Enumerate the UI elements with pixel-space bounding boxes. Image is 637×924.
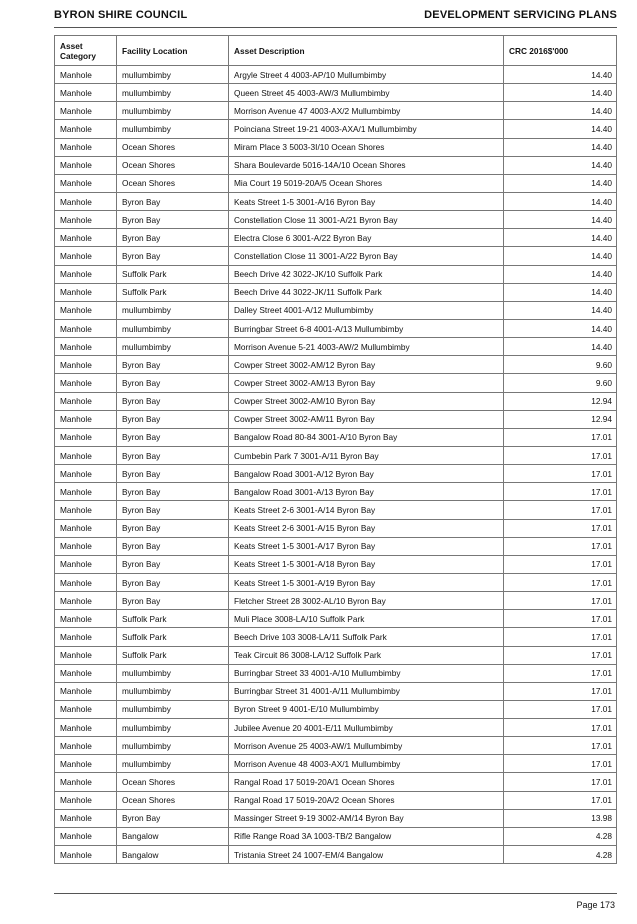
- crc-value-cell: 17.01: [504, 573, 617, 591]
- table-row: [55, 446, 617, 464]
- facility-location-cell: Suffolk Park: [117, 646, 229, 664]
- crc-value-cell: 17.01: [504, 483, 617, 501]
- crc-value-cell: 17.01: [504, 501, 617, 519]
- facility-location-cell: Byron Bay: [117, 465, 229, 483]
- asset-description-cell: Keats Street 1-5 3001-A/19 Byron Bay: [229, 573, 504, 591]
- asset-category-cell: Manhole: [55, 156, 117, 174]
- table-row: [55, 719, 617, 737]
- crc-value-cell: 17.01: [504, 682, 617, 700]
- asset-description-cell: Keats Street 2-6 3001-A/15 Byron Bay: [229, 519, 504, 537]
- asset-category-cell: Manhole: [55, 592, 117, 610]
- table-row: [55, 809, 617, 827]
- facility-location-cell: Byron Bay: [117, 374, 229, 392]
- asset-category-cell: Manhole: [55, 192, 117, 210]
- crc-value-cell: 13.98: [504, 809, 617, 827]
- asset-category-cell: Manhole: [55, 827, 117, 845]
- asset-description-cell: Keats Street 1-5 3001-A/17 Byron Bay: [229, 537, 504, 555]
- table-row: [55, 700, 617, 718]
- crc-value-cell: 14.40: [504, 229, 617, 247]
- crc-value-cell: 9.60: [504, 374, 617, 392]
- asset-description-cell: Cowper Street 3002-AM/12 Byron Bay: [229, 356, 504, 374]
- asset-description-cell: Keats Street 2-6 3001-A/14 Byron Bay: [229, 501, 504, 519]
- asset-category-cell: Manhole: [55, 84, 117, 102]
- asset-category-cell: Manhole: [55, 301, 117, 319]
- crc-value-cell: 14.40: [504, 283, 617, 301]
- asset-description-cell: Muli Place 3008-LA/10 Suffolk Park: [229, 610, 504, 628]
- table-row: [55, 229, 617, 247]
- asset-category-cell: Manhole: [55, 229, 117, 247]
- asset-category-cell: Manhole: [55, 374, 117, 392]
- asset-description-cell: Bangalow Road 3001-A/12 Byron Bay: [229, 465, 504, 483]
- asset-category-cell: Manhole: [55, 610, 117, 628]
- table-row: [55, 319, 617, 337]
- column-header-facility-location: Facility Location: [117, 36, 229, 66]
- table-row: [55, 428, 617, 446]
- crc-value-cell: 17.01: [504, 555, 617, 573]
- facility-location-cell: Ocean Shores: [117, 174, 229, 192]
- asset-description-cell: Rifle Range Road 3A 1003-TB/2 Bangalow: [229, 827, 504, 845]
- asset-description-cell: Burringbar Street 6-8 4001-A/13 Mullumbimby: [229, 319, 504, 337]
- asset-category-cell: Manhole: [55, 483, 117, 501]
- asset-description-cell: Morrison Avenue 47 4003-AX/2 Mullumbimby: [229, 102, 504, 120]
- facility-location-cell: Byron Bay: [117, 247, 229, 265]
- asset-description-cell: Argyle Street 4 4003-AP/10 Mullumbimby: [229, 66, 504, 84]
- table-row: [55, 592, 617, 610]
- asset-description-cell: Electra Close 6 3001-A/22 Byron Bay: [229, 229, 504, 247]
- facility-location-cell: Byron Bay: [117, 555, 229, 573]
- table-row: [55, 283, 617, 301]
- facility-location-cell: Byron Bay: [117, 573, 229, 591]
- table-row: [55, 827, 617, 845]
- facility-location-cell: Suffolk Park: [117, 628, 229, 646]
- crc-value-cell: 17.01: [504, 610, 617, 628]
- crc-value-cell: 17.01: [504, 664, 617, 682]
- asset-description-cell: Morrison Avenue 25 4003-AW/1 Mullumbimby: [229, 737, 504, 755]
- crc-value-cell: 14.40: [504, 192, 617, 210]
- crc-value-cell: 14.40: [504, 156, 617, 174]
- asset-category-cell: Manhole: [55, 247, 117, 265]
- table-row: [55, 664, 617, 682]
- crc-value-cell: 14.40: [504, 66, 617, 84]
- table-row: [55, 791, 617, 809]
- crc-value-cell: 17.01: [504, 537, 617, 555]
- asset-category-cell: Manhole: [55, 791, 117, 809]
- table-row: [55, 247, 617, 265]
- table-row: [55, 356, 617, 374]
- asset-description-cell: Bangalow Road 3001-A/13 Byron Bay: [229, 483, 504, 501]
- table-row: [55, 483, 617, 501]
- asset-description-cell: Morrison Avenue 5-21 4003-AW/2 Mullumbimby: [229, 338, 504, 356]
- facility-location-cell: Bangalow: [117, 846, 229, 864]
- asset-description-cell: Queen Street 45 4003-AW/3 Mullumbimby: [229, 84, 504, 102]
- crc-value-cell: 14.40: [504, 338, 617, 356]
- facility-location-cell: mullumbimby: [117, 664, 229, 682]
- table-row: [55, 156, 617, 174]
- column-header-crc: CRC 2016$'000: [504, 36, 617, 66]
- facility-location-cell: Byron Bay: [117, 519, 229, 537]
- asset-category-cell: Manhole: [55, 120, 117, 138]
- facility-location-cell: mullumbimby: [117, 120, 229, 138]
- facility-location-cell: mullumbimby: [117, 301, 229, 319]
- crc-value-cell: 14.40: [504, 265, 617, 283]
- asset-description-cell: Jubilee Avenue 20 4001-E/11 Mullumbimby: [229, 719, 504, 737]
- asset-category-cell: Manhole: [55, 809, 117, 827]
- table-row: [55, 120, 617, 138]
- facility-location-cell: mullumbimby: [117, 737, 229, 755]
- facility-location-cell: Byron Bay: [117, 211, 229, 229]
- crc-value-cell: 14.40: [504, 319, 617, 337]
- asset-category-cell: Manhole: [55, 537, 117, 555]
- crc-value-cell: 12.94: [504, 392, 617, 410]
- asset-description-cell: Massinger Street 9-19 3002-AM/14 Byron Bay: [229, 809, 504, 827]
- facility-location-cell: mullumbimby: [117, 682, 229, 700]
- crc-value-cell: 4.28: [504, 846, 617, 864]
- asset-category-cell: Manhole: [55, 319, 117, 337]
- crc-value-cell: 17.01: [504, 791, 617, 809]
- crc-value-cell: 14.40: [504, 211, 617, 229]
- facility-location-cell: Byron Bay: [117, 446, 229, 464]
- facility-location-cell: Ocean Shores: [117, 138, 229, 156]
- crc-value-cell: 14.40: [504, 84, 617, 102]
- asset-description-cell: Miram Place 3 5003-3I/10 Ocean Shores: [229, 138, 504, 156]
- crc-value-cell: 17.01: [504, 719, 617, 737]
- table-row: [55, 519, 617, 537]
- asset-description-cell: Bangalow Road 80-84 3001-A/10 Byron Bay: [229, 428, 504, 446]
- table-row: [55, 682, 617, 700]
- crc-value-cell: 17.01: [504, 755, 617, 773]
- crc-value-cell: 14.40: [504, 102, 617, 120]
- facility-location-cell: Byron Bay: [117, 192, 229, 210]
- facility-location-cell: Suffolk Park: [117, 283, 229, 301]
- asset-category-cell: Manhole: [55, 283, 117, 301]
- asset-description-cell: Teak Circuit 86 3008-LA/12 Suffolk Park: [229, 646, 504, 664]
- asset-category-cell: Manhole: [55, 628, 117, 646]
- asset-description-cell: Beech Drive 103 3008-LA/11 Suffolk Park: [229, 628, 504, 646]
- asset-description-cell: Keats Street 1-5 3001-A/16 Byron Bay: [229, 192, 504, 210]
- table-row: [55, 846, 617, 864]
- asset-description-cell: Cowper Street 3002-AM/11 Byron Bay: [229, 410, 504, 428]
- facility-location-cell: mullumbimby: [117, 66, 229, 84]
- table-row: [55, 192, 617, 210]
- table-body: [55, 66, 617, 864]
- table-row: [55, 410, 617, 428]
- facility-location-cell: mullumbimby: [117, 84, 229, 102]
- asset-description-cell: Poinciana Street 19-21 4003-AXA/1 Mullumbimby: [229, 120, 504, 138]
- crc-value-cell: 17.01: [504, 700, 617, 718]
- crc-value-cell: 17.01: [504, 592, 617, 610]
- crc-value-cell: 17.01: [504, 519, 617, 537]
- facility-location-cell: Byron Bay: [117, 229, 229, 247]
- asset-category-cell: Manhole: [55, 755, 117, 773]
- table-row: [55, 573, 617, 591]
- asset-category-cell: Manhole: [55, 66, 117, 84]
- asset-description-cell: Dalley Street 4001-A/12 Mullumbimby: [229, 301, 504, 319]
- asset-category-cell: Manhole: [55, 211, 117, 229]
- table-row: [55, 773, 617, 791]
- table-row: [55, 138, 617, 156]
- asset-category-cell: Manhole: [55, 465, 117, 483]
- facility-location-cell: Byron Bay: [117, 410, 229, 428]
- facility-location-cell: Byron Bay: [117, 356, 229, 374]
- table-row: [55, 174, 617, 192]
- asset-category-cell: Manhole: [55, 519, 117, 537]
- crc-value-cell: 17.01: [504, 465, 617, 483]
- asset-category-cell: Manhole: [55, 446, 117, 464]
- crc-value-cell: 17.01: [504, 646, 617, 664]
- header-divider: [54, 27, 617, 28]
- table-row: [55, 537, 617, 555]
- asset-description-cell: Burringbar Street 31 4001-A/11 Mullumbimby: [229, 682, 504, 700]
- facility-location-cell: Byron Bay: [117, 392, 229, 410]
- asset-category-cell: Manhole: [55, 555, 117, 573]
- council-name: BYRON SHIRE COUNCIL: [54, 9, 188, 21]
- table-row: [55, 610, 617, 628]
- asset-description-cell: Keats Street 1-5 3001-A/18 Byron Bay: [229, 555, 504, 573]
- asset-category-cell: Manhole: [55, 682, 117, 700]
- asset-category-cell: Manhole: [55, 410, 117, 428]
- table-row: [55, 338, 617, 356]
- facility-location-cell: Byron Bay: [117, 428, 229, 446]
- table-row: [55, 628, 617, 646]
- facility-location-cell: mullumbimby: [117, 755, 229, 773]
- facility-location-cell: Ocean Shores: [117, 773, 229, 791]
- table-row: [55, 501, 617, 519]
- asset-description-cell: Shara Boulevarde 5016-14A/10 Ocean Shores: [229, 156, 504, 174]
- crc-value-cell: 17.01: [504, 773, 617, 791]
- column-header-asset-category: Asset Category: [55, 36, 117, 66]
- asset-category-cell: Manhole: [55, 646, 117, 664]
- asset-description-cell: Constellation Close 11 3001-A/22 Byron Bay: [229, 247, 504, 265]
- crc-value-cell: 17.01: [504, 628, 617, 646]
- asset-category-cell: Manhole: [55, 338, 117, 356]
- asset-description-cell: Rangal Road 17 5019-20A/2 Ocean Shores: [229, 791, 504, 809]
- table-row: [55, 392, 617, 410]
- table-row: [55, 265, 617, 283]
- document-title: DEVELOPMENT SERVICING PLANS: [424, 9, 617, 21]
- asset-category-cell: Manhole: [55, 428, 117, 446]
- asset-description-cell: Tristania Street 24 1007-EM/4 Bangalow: [229, 846, 504, 864]
- table-row: [55, 737, 617, 755]
- crc-value-cell: 9.60: [504, 356, 617, 374]
- column-header-asset-description: Asset Description: [229, 36, 504, 66]
- crc-value-cell: 17.01: [504, 428, 617, 446]
- facility-location-cell: Byron Bay: [117, 483, 229, 501]
- asset-description-cell: Beech Drive 44 3022-JK/11 Suffolk Park: [229, 283, 504, 301]
- asset-table: [54, 35, 617, 864]
- table-row: [55, 84, 617, 102]
- facility-location-cell: Byron Bay: [117, 501, 229, 519]
- asset-category-cell: Manhole: [55, 392, 117, 410]
- crc-value-cell: 12.94: [504, 410, 617, 428]
- table-row: [55, 66, 617, 84]
- asset-category-cell: Manhole: [55, 773, 117, 791]
- crc-value-cell: 14.40: [504, 247, 617, 265]
- facility-location-cell: Ocean Shores: [117, 156, 229, 174]
- asset-description-cell: Beech Drive 42 3022-JK/10 Suffolk Park: [229, 265, 504, 283]
- asset-category-cell: Manhole: [55, 664, 117, 682]
- asset-category-cell: Manhole: [55, 501, 117, 519]
- table-row: [55, 374, 617, 392]
- asset-category-cell: Manhole: [55, 700, 117, 718]
- asset-description-cell: Rangal Road 17 5019-20A/1 Ocean Shores: [229, 773, 504, 791]
- facility-location-cell: Suffolk Park: [117, 265, 229, 283]
- facility-location-cell: Suffolk Park: [117, 610, 229, 628]
- asset-category-cell: Manhole: [55, 573, 117, 591]
- facility-location-cell: mullumbimby: [117, 719, 229, 737]
- facility-location-cell: mullumbimby: [117, 102, 229, 120]
- crc-value-cell: 14.40: [504, 174, 617, 192]
- asset-description-cell: Cowper Street 3002-AM/10 Byron Bay: [229, 392, 504, 410]
- asset-description-cell: Byron Street 9 4001-E/10 Mullumbimby: [229, 700, 504, 718]
- asset-description-cell: Fletcher Street 28 3002-AL/10 Byron Bay: [229, 592, 504, 610]
- asset-category-cell: Manhole: [55, 138, 117, 156]
- facility-location-cell: Byron Bay: [117, 537, 229, 555]
- facility-location-cell: mullumbimby: [117, 319, 229, 337]
- asset-description-cell: Mia Court 19 5019-20A/5 Ocean Shores: [229, 174, 504, 192]
- facility-location-cell: mullumbimby: [117, 338, 229, 356]
- asset-category-cell: Manhole: [55, 102, 117, 120]
- table-row: [55, 211, 617, 229]
- crc-value-cell: 17.01: [504, 446, 617, 464]
- asset-category-cell: Manhole: [55, 719, 117, 737]
- table-row: [55, 301, 617, 319]
- asset-category-cell: Manhole: [55, 737, 117, 755]
- crc-value-cell: 17.01: [504, 737, 617, 755]
- facility-location-cell: Ocean Shores: [117, 791, 229, 809]
- facility-location-cell: Bangalow: [117, 827, 229, 845]
- page-number: Page 173: [576, 900, 615, 910]
- facility-location-cell: mullumbimby: [117, 700, 229, 718]
- table-row: [55, 646, 617, 664]
- table-row: [55, 555, 617, 573]
- table-row: [55, 465, 617, 483]
- table-row: [55, 755, 617, 773]
- asset-category-cell: Manhole: [55, 265, 117, 283]
- facility-location-cell: Byron Bay: [117, 592, 229, 610]
- asset-description-cell: Cowper Street 3002-AM/13 Byron Bay: [229, 374, 504, 392]
- facility-location-cell: Byron Bay: [117, 809, 229, 827]
- asset-description-cell: Morrison Avenue 48 4003-AX/1 Mullumbimby: [229, 755, 504, 773]
- crc-value-cell: 14.40: [504, 120, 617, 138]
- footer-divider: [54, 893, 617, 894]
- crc-value-cell: 14.40: [504, 301, 617, 319]
- asset-description-cell: Cumbebin Park 7 3001-A/11 Byron Bay: [229, 446, 504, 464]
- asset-category-cell: Manhole: [55, 356, 117, 374]
- asset-description-cell: Constellation Close 11 3001-A/21 Byron Bay: [229, 211, 504, 229]
- asset-description-cell: Burringbar Street 33 4001-A/10 Mullumbimby: [229, 664, 504, 682]
- asset-category-cell: Manhole: [55, 174, 117, 192]
- asset-category-cell: Manhole: [55, 846, 117, 864]
- crc-value-cell: 4.28: [504, 827, 617, 845]
- table-header-row: [55, 36, 617, 66]
- crc-value-cell: 14.40: [504, 138, 617, 156]
- table-row: [55, 102, 617, 120]
